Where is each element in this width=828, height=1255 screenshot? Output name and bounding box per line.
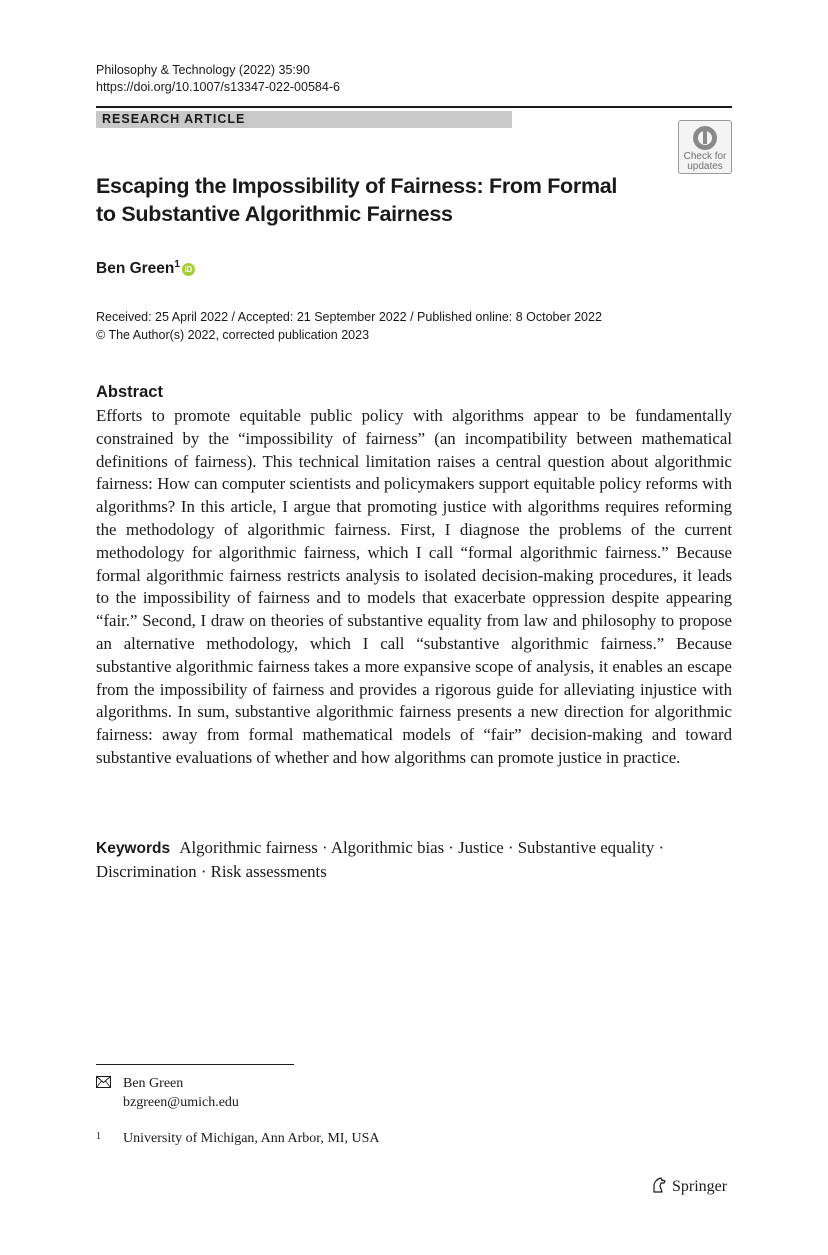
title-line-2: to Substantive Algorithmic Fairness (96, 202, 453, 226)
orcid-icon[interactable]: iD (182, 263, 195, 276)
check-updates-icon (691, 124, 719, 152)
check-updates-line1: Check for (683, 151, 727, 162)
abstract-text: Efforts to promote equitable public policy with algorithms appear to be fundamentally constrained by the “impossibility of fairness” (an incompatibility between mathematical definitions of fairness). This technical limitation raises a central question about algorithmic fairness: How can computer scientists and policymakers support equitable policy reforms with algorithms? In this article, I argue that promoting justice with algorithms requires reforming the methodology of algorithmic fairness. First, I diagnose the problems of the current methodology for algorithmic fairness, which I call “formal algorithmic fairness.” Because formal algorithmic fairness restricts analysis to isolated decision-making procedures, it leads to the impossibility of fairness and to models that exacerbate oppression despite appearing “fair.” Second, I draw on theories of substantive equality from law and philosophy to propose an alternative methodology, which I call “substantive algorithmic fairness.” Because substantive algorithmic fairness takes a more expansive scope of analysis, it enables an escape from the impossibility of fairness and provides a rigorous guide for alleviating injustice with algorithms. In sum, substantive algorithmic fairness presents a new direction for algorithmic fairness: away from formal mathematical models of “fair” decision-making and toward substantive evaluations of whether and how algorithms can promote justice in practice. (96, 406, 732, 767)
springer-horse-icon (650, 1176, 668, 1194)
doi-link[interactable]: https://doi.org/10.1007/s13347-022-00584-6 (96, 80, 340, 94)
keywords-section (96, 837, 732, 884)
check-for-updates-badge[interactable] (678, 120, 732, 174)
dates-line: Received: 25 April 2022 / Accepted: 21 September 2022 / Published online: 8 October 2022 (96, 310, 602, 324)
publisher-name: Springer (672, 1178, 728, 1195)
correspondence-name: Ben Green (123, 1076, 184, 1091)
check-updates-line2: updates (687, 161, 723, 172)
affiliation-text: University of Michigan, Ann Arbor, MI, USA (123, 1131, 380, 1146)
journal-citation: Philosophy & Technology (2022) 35:90 (96, 63, 310, 77)
footnote-rule (96, 1064, 294, 1065)
correspondence-email[interactable]: bzgreen@umich.edu (123, 1095, 239, 1110)
copyright-line: © The Author(s) 2022, corrected publication 2023 (96, 328, 370, 342)
publication-dates (96, 308, 602, 344)
article-type-banner (96, 111, 512, 128)
article-type-label: RESEARCH ARTICLE (102, 112, 246, 126)
article-title (96, 172, 656, 228)
author-name[interactable]: Ben Green (96, 260, 175, 278)
publisher-logo (650, 1176, 727, 1196)
title-line-1: Escaping the Impossibility of Fairness: From Formal (96, 174, 618, 198)
author-affiliation-mark: 1 (174, 259, 180, 270)
envelope-icon (96, 1076, 111, 1088)
keywords-list: Algorithmic fairness · Algorithmic bias · Justice · Substantive equality · Discrimination · Risk assessments (96, 838, 665, 881)
abstract-heading: Abstract (96, 383, 163, 401)
author-line (96, 259, 195, 278)
journal-header (96, 62, 340, 96)
affiliation-number: 1 (96, 1131, 101, 1142)
keywords-heading: Keywords (96, 840, 171, 857)
header-rule (96, 106, 732, 108)
